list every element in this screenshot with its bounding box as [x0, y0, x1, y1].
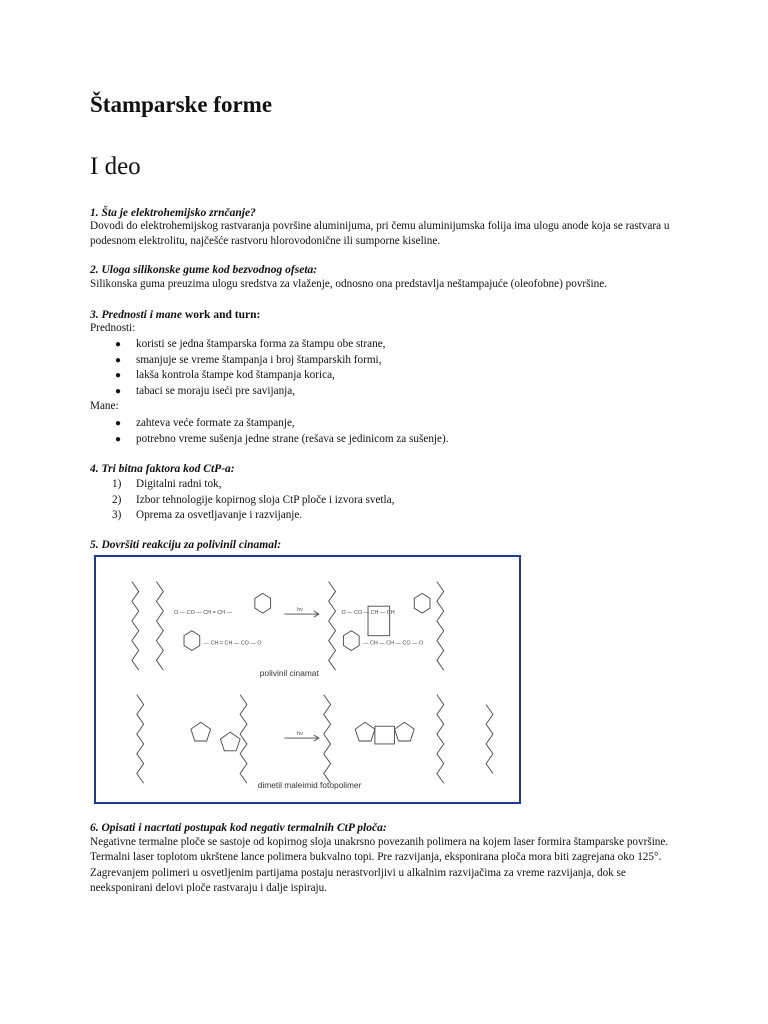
- list-item: ● potrebno vreme sušenja jedne strane (rešava se jedinicom za sušenje).: [136, 432, 449, 448]
- question-4-heading: 4. Tri bitna faktora kod CtP-a:: [90, 463, 235, 475]
- page-title: Štamparske forme: [90, 92, 273, 117]
- question-1-answer: Dovodi do elektrohemijskog rastvaranja površine aluminijuma, pri čemu aluminijumska folija ima ulogu anode koja se rastvara u podesnom elektrolitu, najčešće rastvoru hlorovodonične ili sumporne kiseline.: [90, 220, 670, 248]
- list-item: ● lakša kontrola štampe kod štampanja korica,: [136, 368, 385, 384]
- polymer-chain-right-top: [329, 582, 336, 671]
- bullet-icon: ●: [115, 370, 122, 381]
- question-1-heading: 1. Šta je elektrohemijsko zrnčanje?: [90, 207, 256, 219]
- bullet-icon: ●: [115, 418, 122, 429]
- bullet-icon: ●: [115, 354, 122, 366]
- bullet-icon: ●: [115, 339, 122, 350]
- polymer-chain-left-bottom-2: [240, 695, 247, 784]
- benzene-ring: [343, 631, 359, 651]
- maleimide-ring: [220, 732, 240, 751]
- polymer-chain-right-top-2: [437, 582, 444, 671]
- list-item: 1) Digitalni radni tok,: [112, 478, 222, 490]
- chain-label-left-top: O — CO — CH = CH —: [174, 610, 233, 617]
- cons-list: [115, 416, 449, 447]
- list-item: ● smanjuje se vreme štampanja i broj štamparskih formi,: [136, 353, 385, 369]
- pros-list: [115, 337, 386, 399]
- polymer-chain-left-top-2: [156, 582, 163, 671]
- chain-label-left-bottom: — CH = CH — CO — O: [203, 640, 262, 647]
- maleimide-ring: [355, 722, 375, 741]
- benzene-ring: [184, 631, 200, 651]
- list-item: ● koristi se jedna štamparska forma za štampu obe strane,: [136, 337, 385, 353]
- chain-label-right-top: O — CO — CH — CH: [341, 610, 395, 617]
- section-title: I deo: [90, 153, 141, 180]
- question-3-heading-plain: work and turn:: [182, 309, 261, 321]
- figure-caption-top: polivinil cinamat: [259, 668, 319, 679]
- chain-label-right-bottom: — CH — CH — CO — O: [363, 640, 424, 647]
- question-6-answer: Negativne termalne ploče se sastoje od kopirnog sloja unakrsno povezanih polimera na kojem laser formira štamparske površine. Termalni laser toplotom ukrštene lance polimera bukvalno topi. Pre razvijanja, eksponirana ploča mora biti zagrejana oko 125°. Zagrevanjem polimeri u osvetljenim partijama postaju nerastvorljivi u alkalnim razvijačima za vreme razvijanja, dok se neeksponirani delovi ploče rastvaraju i dalje ispiraju.: [90, 836, 669, 895]
- question-3-heading-italic: 3. Prednosti i mane: [90, 309, 183, 321]
- polymer-chain-right-bottom-2: [437, 695, 444, 784]
- pros-label: Prednosti:: [90, 322, 136, 334]
- question-2-answer: Silikonska guma preuzima ulogu sredstva za vlaženje, odnosno ona predstavlja neštampajuće (oleofobne) površine.: [90, 278, 607, 290]
- list-item: ● zahteva veće formate za štampanje,: [136, 416, 449, 432]
- question-3-heading: [90, 309, 260, 321]
- list-item: 3) Oprema za osvetljavanje i razvijanje.: [112, 509, 303, 521]
- benzene-ring: [414, 593, 430, 613]
- arrow-label-bottom: hν: [297, 731, 303, 738]
- list-item: 2) Izbor tehnologije kopirnog sloja CtP ploče i izvora svetla,: [112, 493, 395, 506]
- list-item: ● tabaci se moraju iseći pre savijanja,: [136, 384, 385, 400]
- cons-label: Mane:: [90, 400, 119, 412]
- maleimide-ring: [191, 722, 211, 741]
- benzene-ring: [255, 593, 271, 613]
- arrow-label-top: hν: [297, 607, 303, 614]
- reaction-figure: [94, 555, 521, 804]
- bullet-icon: ●: [115, 385, 122, 397]
- factors-list: [112, 477, 395, 524]
- polymer-chain-left-top: [132, 582, 139, 671]
- maleimide-ring: [395, 722, 415, 741]
- question-2-heading: 2. Uloga silikonske gume kod bezvodnog ofseta:: [90, 264, 318, 276]
- bullet-icon: ●: [115, 433, 122, 445]
- polymer-chain-left-bottom: [137, 695, 144, 784]
- cyclobutane-ring: [375, 726, 395, 744]
- figure-caption-bottom: dimetil maleimid fotopolimer: [257, 780, 362, 791]
- polymer-chain-right-bottom: [324, 695, 331, 784]
- question-5-heading: 5. Dovršiti reakciju za polivinil cinamal:: [90, 539, 282, 551]
- reaction-diagram: [96, 557, 519, 802]
- question-6-heading: 6. Opisati i nacrtati postupak kod negativ termalnih CtP ploča:: [90, 822, 387, 834]
